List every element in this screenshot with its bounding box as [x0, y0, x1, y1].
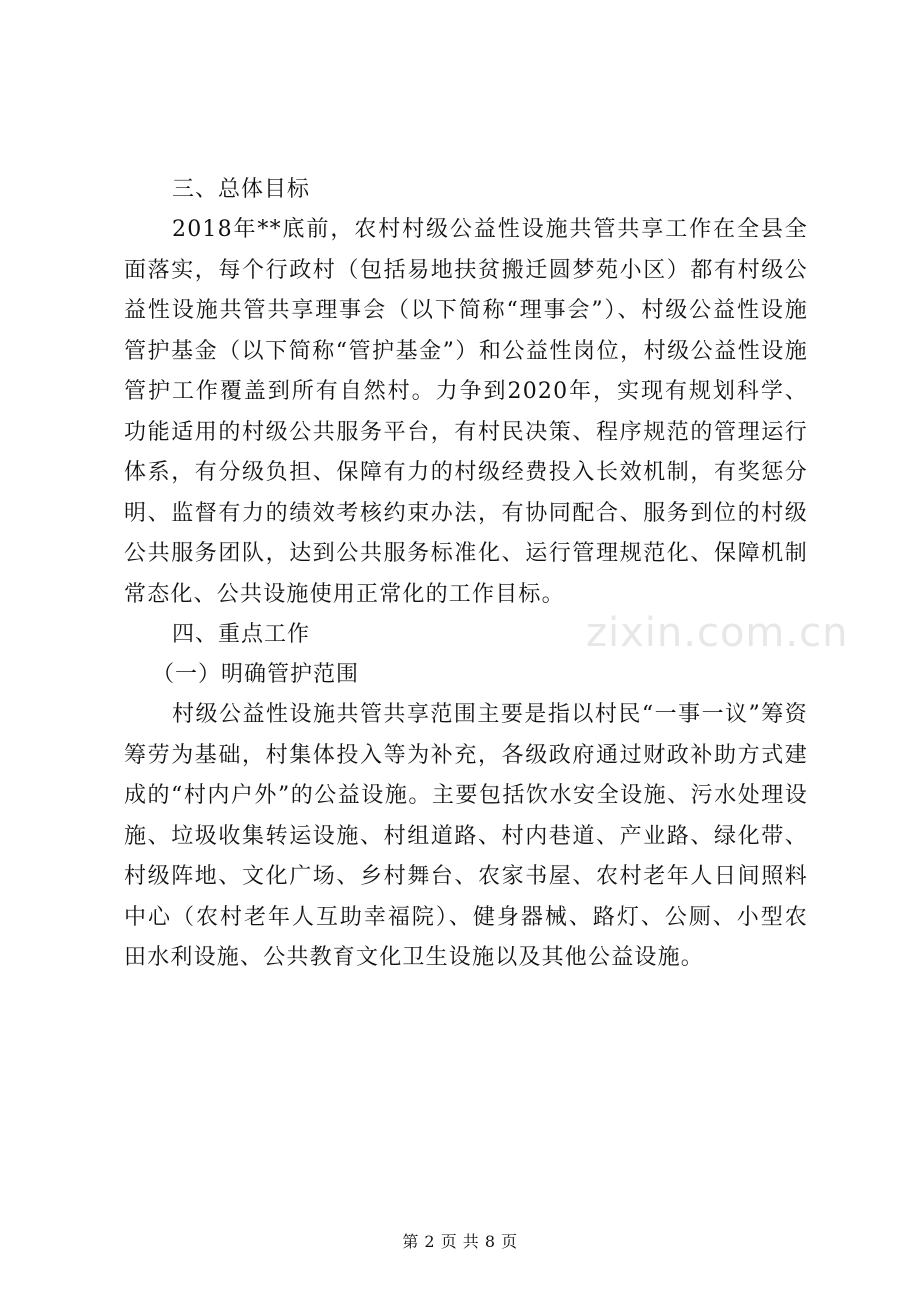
paragraph-management-scope: 村级公益性设施共管共享范围主要是指以村民“一事一议”筹资筹劳为基础，村集体投入等为补充，各级政府通过财政补助方式建成的“村内户外”的公益设施。主要包括饮水安全设施、污水处理设施、垃圾收集转运设施、村组道路、村内巷道、产业路、绿化带、村级阵地、文化广场、乡村舞台、农家书屋、农村老年人日间照料中心（农村老年人互助幸福院）、健身器械、路灯、公厕、小型农田水利设施、公共教育文化卫生设施以及其他公益设施。 — [124, 702, 808, 970]
document-body — [124, 170, 808, 979]
section-heading-key-work: 四、重点工作 — [172, 622, 311, 647]
page-footer — [0, 1232, 920, 1252]
watermark-text: zixin.com.cn — [586, 610, 849, 656]
subsection-heading-management-scope: （一）明确管护范围 — [152, 662, 360, 687]
paragraph-overall-goals: 2018年**底前，农村村级公益性设施共管共享工作在全县全面落实，每个行政村（包括易地扶贫搬迁圆梦苑小区）都有村级公益性设施共管共享理事会（以下简称“理事会”）、村级公益性设施管护基金（以下简称“管护基金”）和公益性岗位，村级公益性设施管护工作覆盖到所有自然村。力争到2020年，实现有规划科学、功能适用的村级公共服务平台，有村民决策、程序规范的管理运行体系，有分级负担、保障有力的村级经费投入长效机制，有奖惩分明、监督有力的绩效考核约束办法，有协同配合、服务到位的村级公共服务团队，达到公共服务标准化、运行管理规范化、保障机制常态化、公共设施使用正常化的工作目标。 — [124, 217, 808, 607]
section-heading-overall-goals: 三、总体目标 — [172, 177, 311, 202]
page-indicator: 第 2 页 共 8 页 — [402, 1232, 518, 1251]
